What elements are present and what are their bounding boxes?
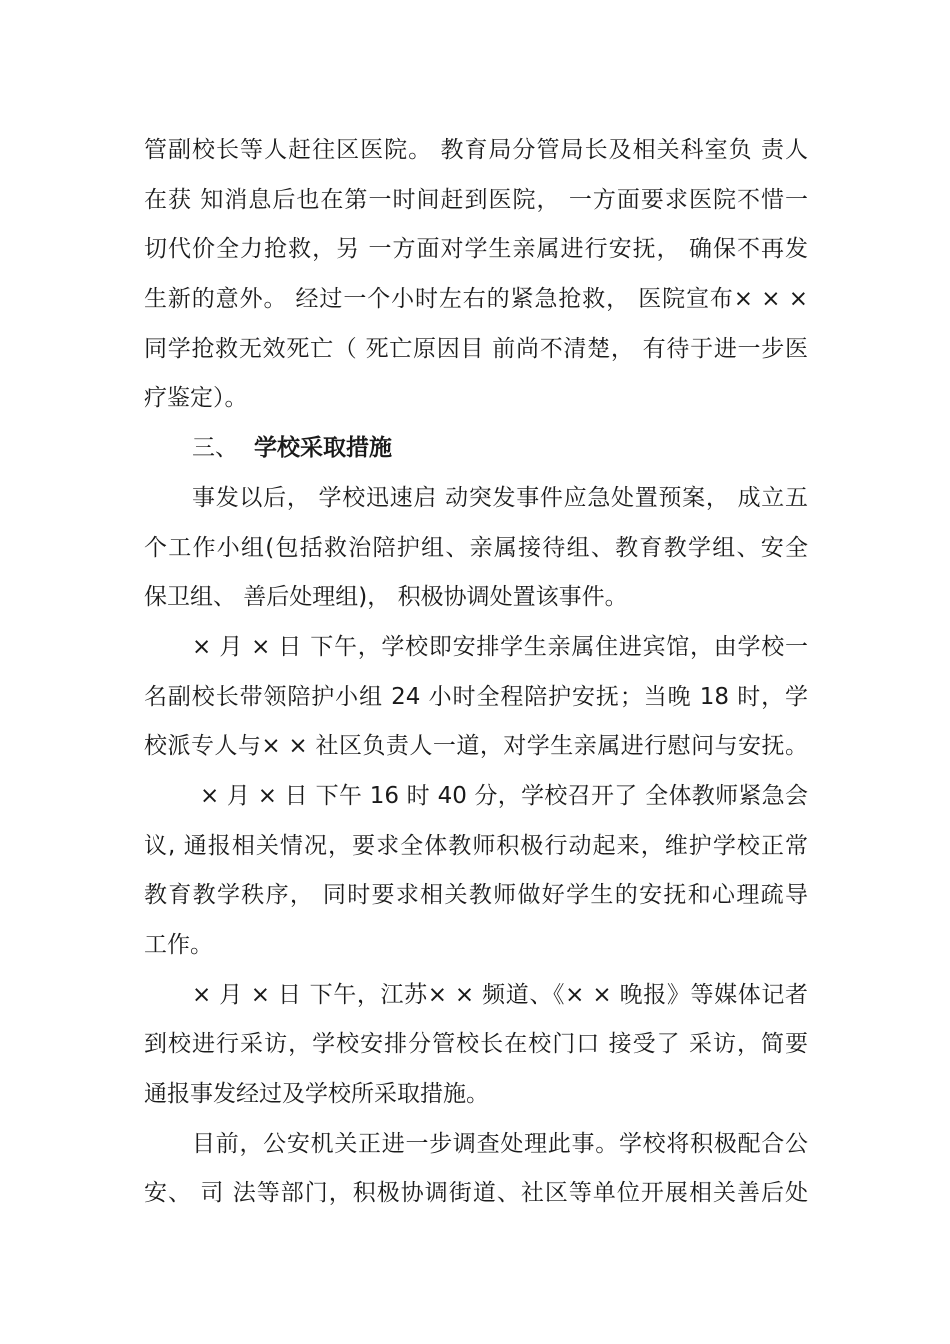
paragraph-line: × 月 × 日 下午，学校即安排学生亲属住进宾馆，由学校一 [192,633,808,660]
paragraph-line: 切代价全力抢救，另 一方面对学生亲属进行安抚， 确保不再发 [144,236,808,263]
paragraph-line: 校派专人与× × 社区负责人一道，对学生亲属进行慰问与安抚。 [144,733,808,760]
paragraph-line: 事发以后， 学校迅速启 动突发事件应急处置预案， 成立五 [192,484,808,511]
paragraph-line: 工作。 [144,932,213,958]
paragraph-line: 通报事发经过及学校所采取措施。 [144,1081,489,1108]
paragraph-line: 个工作小组(包括救治陪护组、亲属接待组、教育教学组、安全 [144,534,808,561]
paragraph-line: 名副校长带领陪护小组 24 小时全程陪护安抚；当晚 18 时，学 [144,683,808,710]
paragraph-line: 管副校长等人赶往区医院。 教育局分管局长及相关科室负 责人 [144,137,808,163]
paragraph-line: 议, 通报相关情况，要求全体教师积极行动起来，维护学校正常 [144,832,808,859]
document-body [144,126,808,1219]
paragraph-line: × 月 × 日 下午，江苏× × 频道、《× × 晚报》等媒体记者 [192,981,808,1008]
section-heading [144,424,808,474]
paragraph-line: 同学抢救无效死亡（ 死亡原因目 前尚不清楚， 有待于进一步医 [144,335,808,362]
paragraph-line: 在获 知消息后也在第一时间赶到医院， 一方面要求医院不惜一 [144,186,808,213]
paragraph-line: 到校进行采访，学校安排分管校长在校门口 接受了 采访，简要 [144,1031,808,1058]
paragraph-line: 保卫组、 善后处理组)， 积极协调处置该事件。 [144,584,628,611]
paragraph-line: 教育教学秩序， 同时要求相关教师做好学生的安抚和心理疏导 [144,882,808,909]
paragraph-line: 生新的意外。 经过一个小时左右的紧急抢救， 医院宣布× × × [144,286,808,313]
section-title: 学校采取措施 [254,435,393,462]
paragraph-line: 目前，公安机关正进一步调查处理此事。学校将积极配合公 [192,1130,808,1157]
section-number: 三、 [192,435,238,462]
paragraph-line: × 月 × 日 下午 16 时 40 分，学校召开了 全体教师紧急会 [200,782,808,809]
paragraph-line: 安、 司 法等部门，积极协调街道、社区等单位开展相关善后处 [144,1180,808,1207]
paragraph-line: 疗鉴定）。 [144,385,248,412]
